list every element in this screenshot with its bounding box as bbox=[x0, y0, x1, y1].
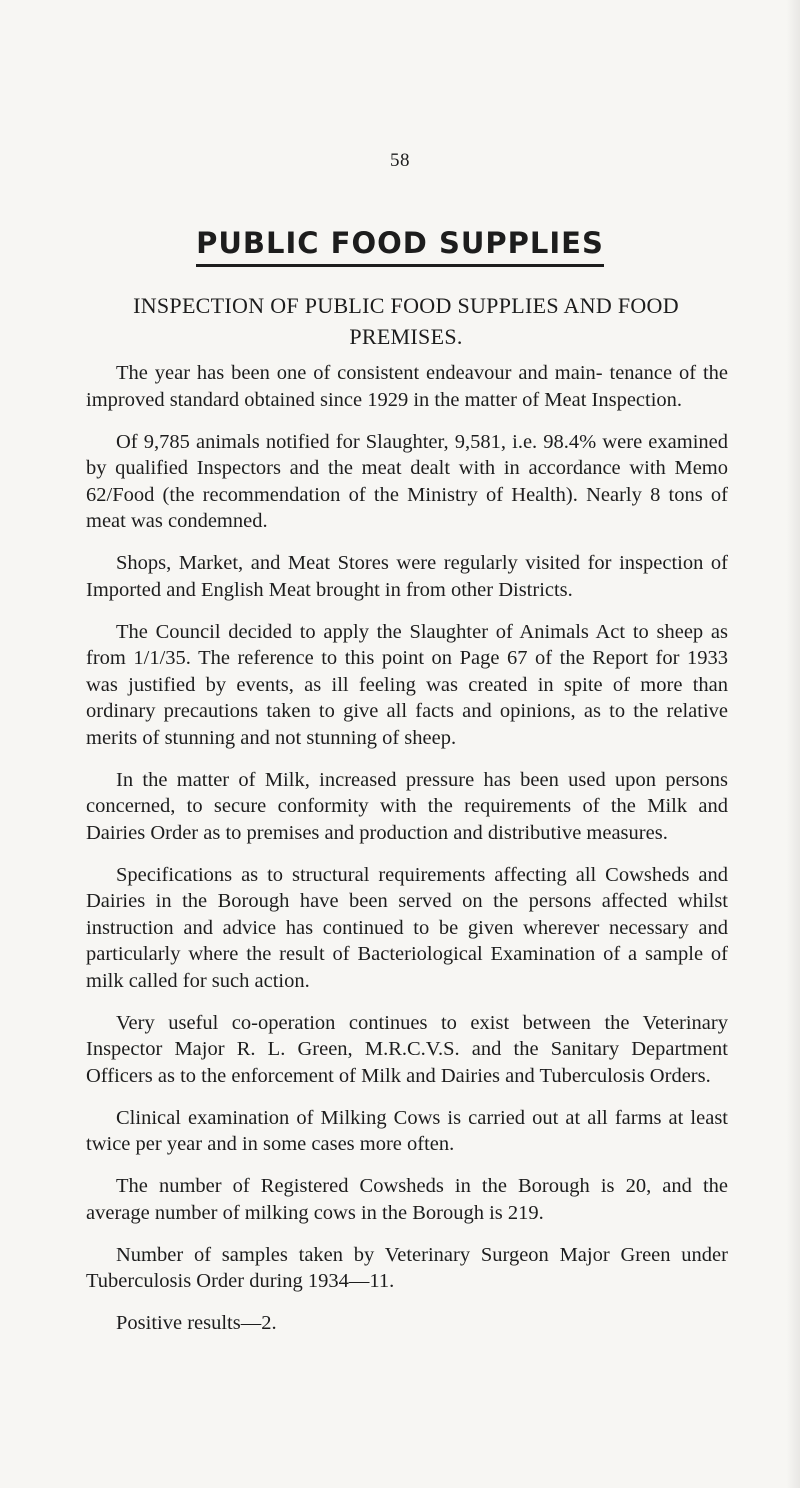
paragraph-milk: In the matter of Milk, increased pressure has been used upon persons concerned, to secure conformity with the requirements of the Milk and Dairies Order as to premises and production and distributive measures. bbox=[86, 768, 728, 844]
paragraph-veterinary-cooperation: Very useful co-operation continues to exist between the Veterinary Inspector Major R. L. Green, M.R.C.V.S. and the Sanitary Department Officers as to the enforcement of Milk and Dairies and Tuberculosis Orders. bbox=[86, 1011, 728, 1087]
section-heading: INSPECTION OF PUBLIC FOOD SUPPLIES AND FOOD PREMISES. bbox=[133, 293, 679, 349]
paragraph-registered-cowsheds: The number of Registered Cowsheds in the Borough is 20, and the average number of milking cows in the Borough is 219. bbox=[86, 1175, 728, 1224]
page-number: 58 bbox=[390, 150, 410, 171]
paragraph-samples-taken: Number of samples taken by Veterinary Surgeon Major Green under Tuberculosis Order during 1934—11. bbox=[86, 1243, 728, 1292]
paragraph-slaughter-act: The Council decided to apply the Slaughter of Animals Act to sheep as from 1/1/35. The reference to this point on Page 67 of the Report for 1933 was justified by events, as ill feeling was created in spite of more than ordinary precautions taken to give all facts and opinions, as to the relative merits of stunning and not stunning of sheep. bbox=[86, 620, 728, 749]
paragraph-cowsheds-specifications: Specifications as to structural requirements affecting all Cowsheds and Dairies in the Borough have been served on the persons affected whilst instruction and advice has continued to be given wherever necessary and particularly where the result of Bacteriological Examination of a sample of milk called for such action. bbox=[86, 863, 728, 992]
paragraph-slaughter-figures: Of 9,785 animals notified for Slaughter, 9,581, i.e. 98.4% were examined by qualified Inspectors and the meat dealt with in accordance with Memo 62/Food (the recommendation of the Ministry of Health). Nearly 8 tons of meat was condemned. bbox=[86, 430, 728, 532]
page-title-text: PUBLIC FOOD SUPPLIES bbox=[196, 226, 604, 267]
page-title bbox=[0, 226, 800, 267]
paragraph-shops-market: Shops, Market, and Meat Stores were regularly visited for inspection of Imported and English Meat brought in from other Districts. bbox=[86, 552, 728, 601]
paragraph-meat-inspection: The year has been one of consistent endeavour and main- tenance of the improved standard obtained since 1929 in the matter of Meat Inspection. bbox=[86, 362, 728, 411]
paragraph-positive-results: Positive results—2. bbox=[116, 1312, 277, 1334]
body-text bbox=[86, 360, 728, 1352]
page-edge-shadow bbox=[786, 0, 800, 1488]
paragraph-clinical-examination: Clinical examination of Milking Cows is carried out at all farms at least twice per year and in some cases more often. bbox=[86, 1106, 728, 1155]
